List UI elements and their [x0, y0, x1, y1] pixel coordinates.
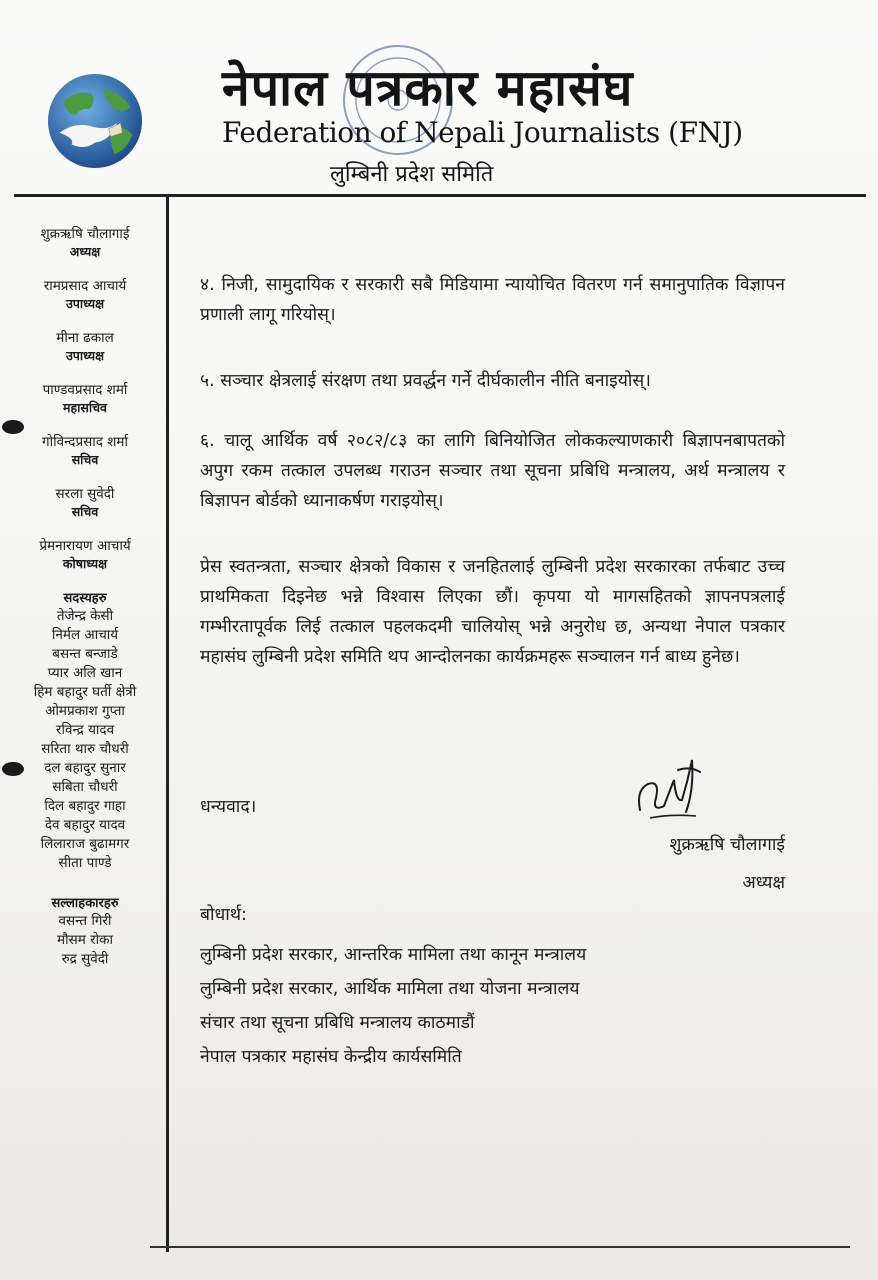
member-name: सरिता थारु चौधरी	[41, 741, 129, 757]
member-name: ओमप्रकाश गुप्ता	[45, 703, 125, 719]
thanks-text: धन्यवाद।	[200, 797, 257, 817]
officer-name: रामप्रसाद आचार्य	[43, 278, 127, 294]
advisors-group	[10, 895, 160, 969]
letterhead-title-nepali: नेपाल पत्रकार महासंघ	[222, 59, 634, 117]
header-divider	[14, 194, 866, 197]
member-name: लिलाराज बुढामगर	[40, 836, 130, 852]
cc-title: बोधार्थ:	[200, 905, 247, 925]
cc-item: लुम्बिनी प्रदेश सरकार, आर्थिक मामिला तथा योजना मन्त्रालय	[200, 979, 580, 999]
member-name: निर्मल आचार्य	[51, 627, 119, 643]
officer-entry	[10, 434, 160, 468]
officer-name: प्रेमनारायण आचार्य	[39, 538, 131, 554]
committee-sidebar	[10, 226, 160, 991]
officer-role: उपाध्यक्ष	[65, 348, 105, 363]
members-group	[10, 590, 160, 873]
fnj-globe-dove-logo	[46, 72, 144, 170]
officer-name: सरला सुवेदी	[55, 486, 115, 502]
advisor-name: वसन्त गिरी	[58, 913, 112, 929]
officer-entry	[10, 538, 160, 572]
advisor-name: रुद्र सुवेदी	[61, 951, 109, 967]
footer-divider	[150, 1246, 850, 1248]
signatory-name: शुक्रऋषि चौलागाई	[669, 835, 785, 855]
officer-role: कोषाध्यक्ष	[62, 556, 108, 571]
sidebar-divider	[166, 196, 169, 1252]
cc-item: संचार तथा सूचना प्रबिधि मन्त्रालय काठमाडौं	[200, 1013, 475, 1033]
officer-name: गोविन्दप्रसाद शर्मा	[42, 434, 128, 450]
officer-entry	[10, 486, 160, 520]
officer-name: पाण्डवप्रसाद शर्मा	[42, 382, 128, 398]
cc-item: नेपाल पत्रकार महासंघ केन्द्रीय कार्यसमिति	[200, 1047, 462, 1067]
member-name: दिल बहादुर गाहा	[44, 798, 126, 814]
demand-point-5: ५. सञ्चार क्षेत्रलाई संरक्षण तथा प्रवर्द्धन गर्ने दीर्घकालीन नीति बनाइयोस्।	[200, 371, 651, 391]
members-title: सदस्यहरु	[63, 591, 107, 606]
member-name: दल बहादुर सुनार	[44, 760, 126, 776]
demand-point-6: ६. चालू आर्थिक वर्ष २०८२/८३ का लागि बिनियोजित लोककल्याणकारी बिज्ञापनबापतको अपुग रकम तत्काल उपलब्ध गराउन सञ्चार तथा सूचना प्रबिधि मन्त्रालय, अर्थ मन्त्रालय र बिज्ञापन बोर्डको ध्यानाकर्षण गराइयोस्।	[200, 431, 785, 511]
member-name: हिम बहादुर घर्ती क्षेत्री	[33, 684, 137, 700]
officer-entry	[10, 226, 160, 260]
officer-role: उपाध्यक्ष	[65, 296, 105, 311]
letterhead-title-english: Federation of Nepali Journalists (FNJ)	[222, 116, 743, 149]
member-name: सबिता चौधरी	[52, 779, 118, 795]
officer-name: मीना ढकाल	[56, 330, 114, 346]
advisors-title: सल्लाहकारहरु	[51, 896, 119, 911]
member-name: रविन्द्र यादव	[55, 722, 115, 738]
officer-entry	[10, 278, 160, 312]
officer-entry	[10, 330, 160, 364]
member-name: प्यार अलि खान	[47, 665, 123, 681]
signatory-title: अध्यक्ष	[742, 873, 785, 893]
cc-list	[200, 938, 785, 1074]
letterhead-subtitle: लुम्बिनी प्रदेश समिति	[330, 162, 494, 187]
closing-paragraph: प्रेस स्वतन्त्रता, सञ्चार क्षेत्रको विकास र जनहितलाई लुम्बिनी प्रदेश सरकारका तर्फबाट उच्च प्राथमिकता दिइनेछ भन्ने विश्वास लिएका छौं। कृपया यो मागसहितको ज्ञापनपत्रलाई गम्भीरतापूर्वक लिई तत्काल पहलकदमी चालियोस् भन्ने अनुरोध छ, अन्यथा नेपाल पत्रकार महासंघ लुम्बिनी प्रदेश समिति थप आन्दोलनका कार्यक्रमहरू सञ्चालन गर्न बाध्य हुनेछ।	[200, 557, 785, 667]
officer-role: महासचिव	[63, 400, 107, 415]
member-name: तेजेन्द्र केसी	[56, 608, 114, 624]
member-name: बसन्त बन्जाडे	[52, 646, 118, 662]
handwritten-signature	[630, 750, 710, 830]
advisor-name: मौसम रोका	[57, 932, 113, 948]
officer-entry	[10, 382, 160, 416]
member-name: देव बहादुर यादव	[44, 817, 126, 833]
demand-point-4: ४. निजी, सामुदायिक र सरकारी सबै मिडियामा न्यायोचित वितरण गर्न समानुपातिक विज्ञापन प्रणाली लागू गरियोस्।	[200, 275, 785, 325]
officer-role: अध्यक्ष	[69, 244, 101, 259]
officer-name: शुक्रऋषि चौलागाई	[40, 226, 130, 242]
cc-item: लुम्बिनी प्रदेश सरकार, आन्तरिक मामिला तथा कानून मन्त्रालय	[200, 945, 587, 965]
officer-role: सचिव	[71, 504, 99, 519]
member-name: सीता पाण्डे	[58, 855, 112, 871]
officer-role: सचिव	[71, 452, 99, 467]
